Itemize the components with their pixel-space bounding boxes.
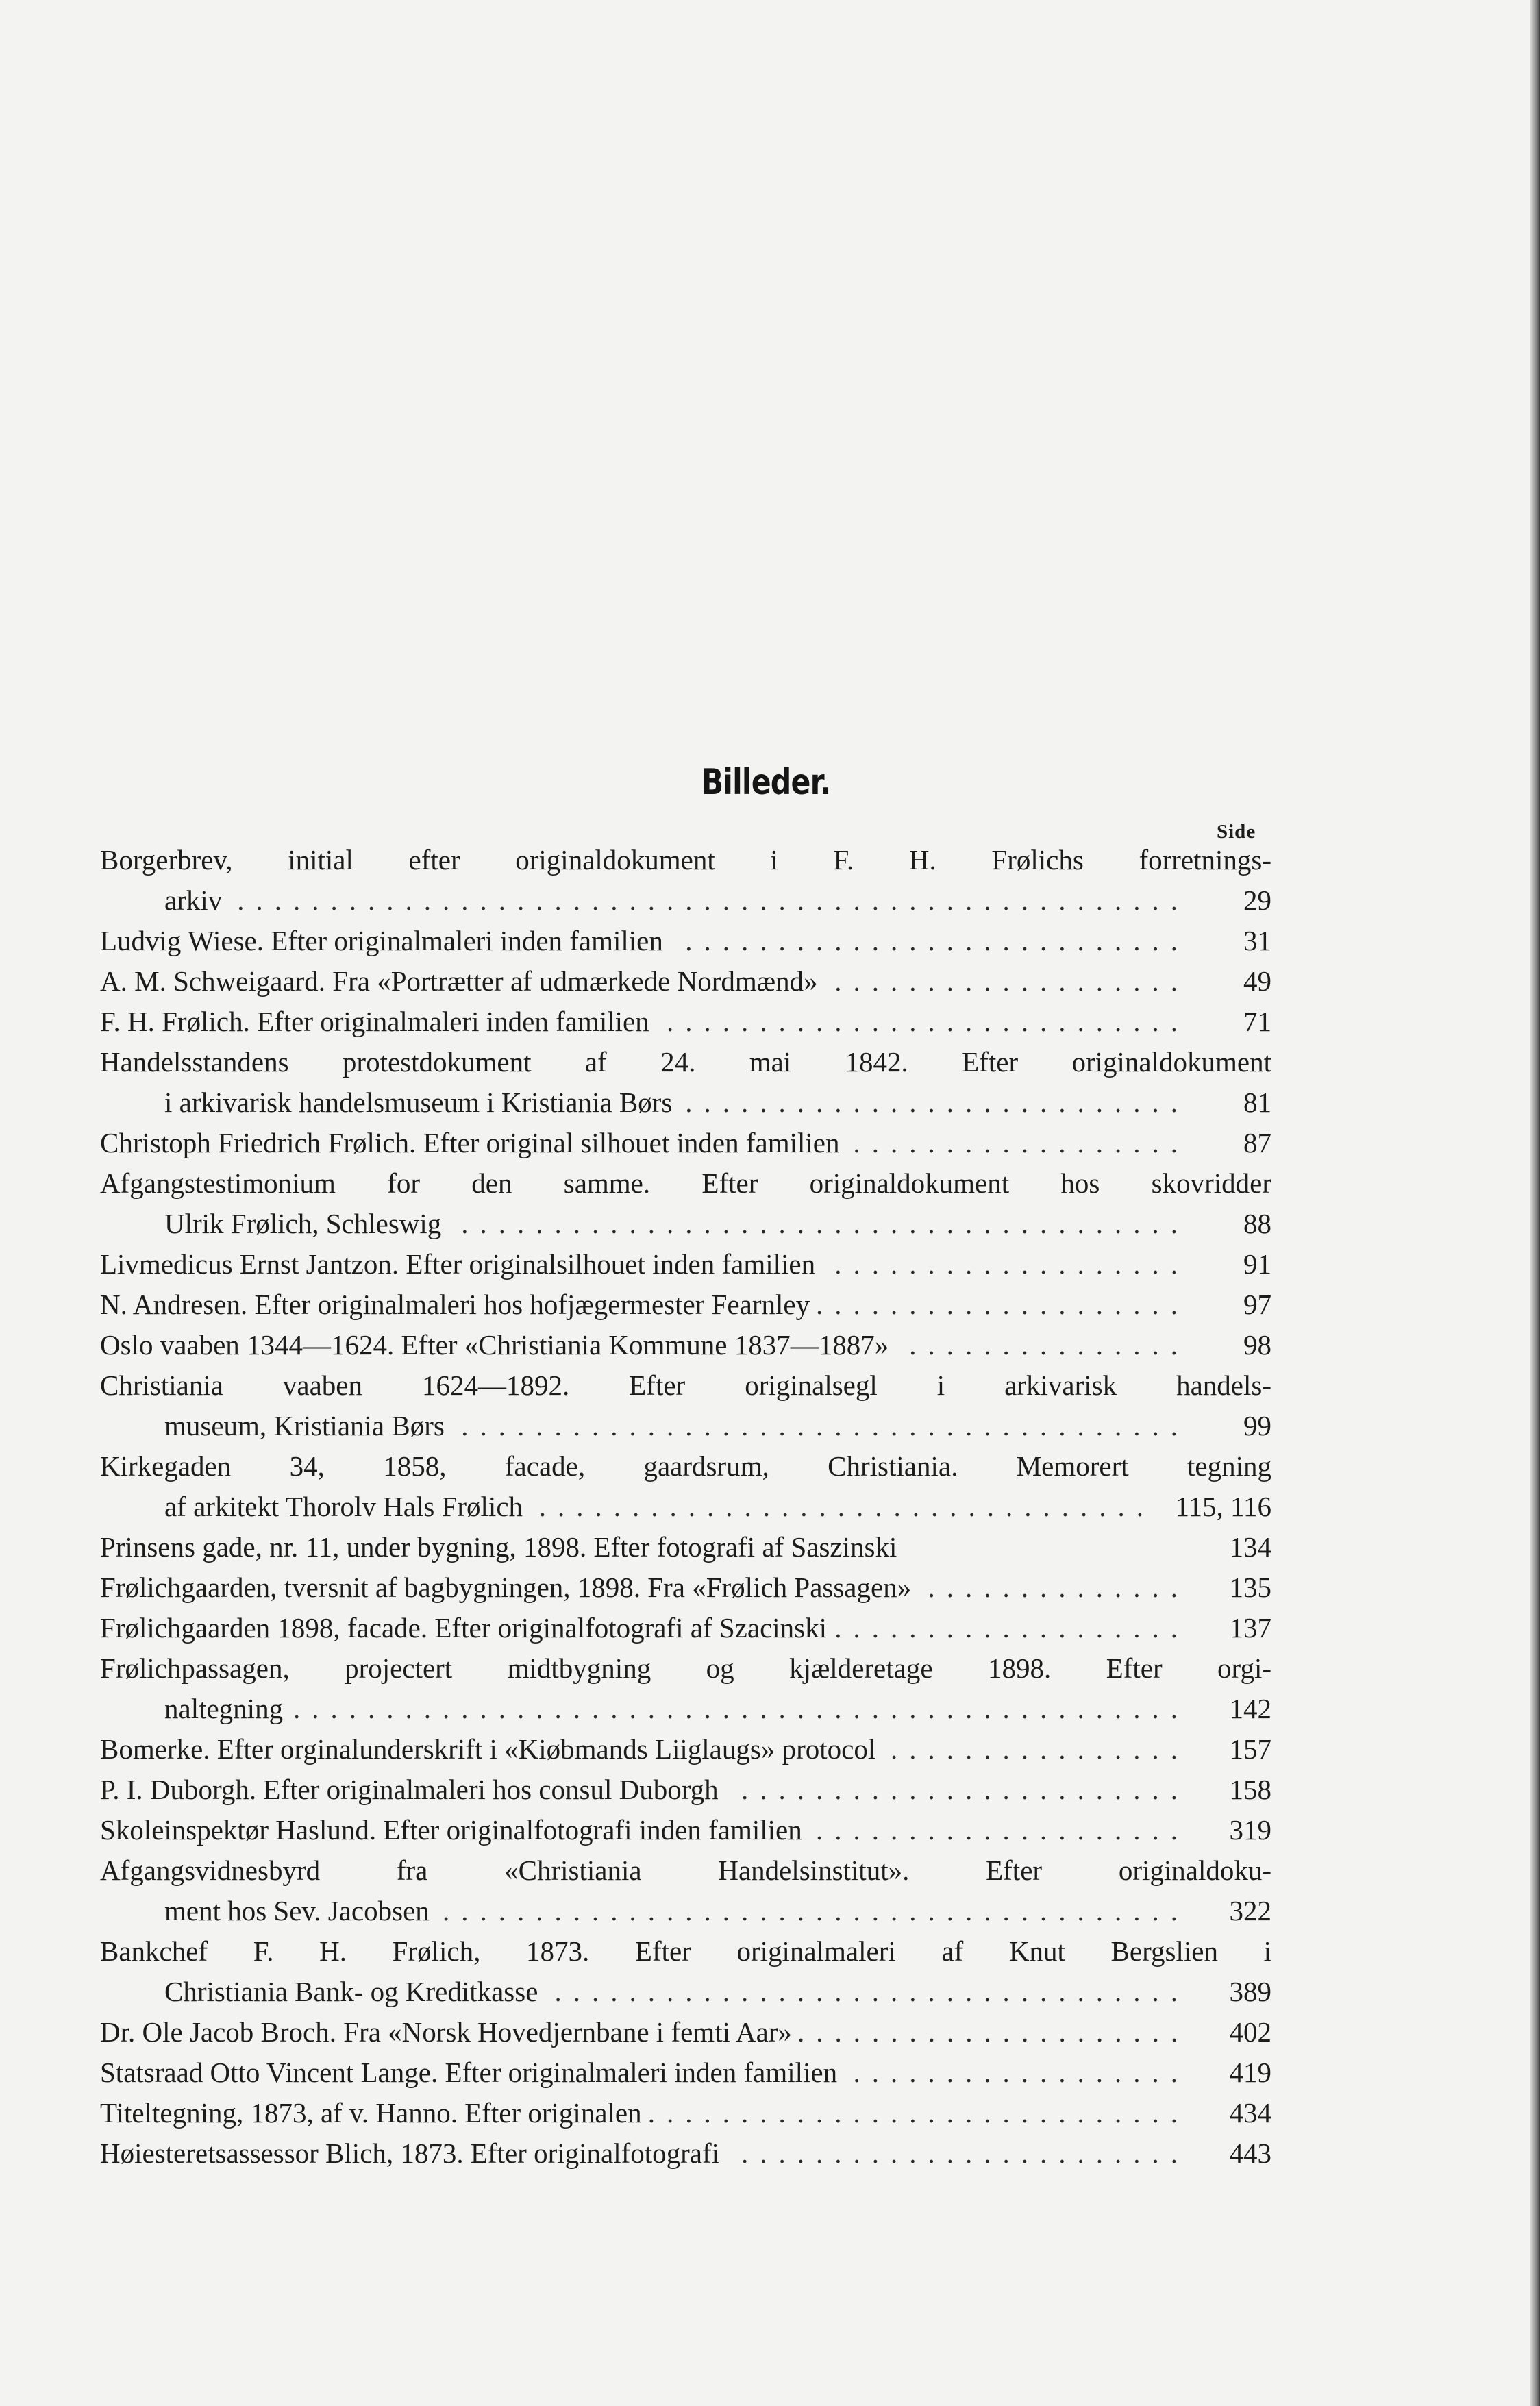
entry-text: Frølichpassagen, projectert midtbygning og kjælderetage 1898. Efter orgi- [100,1652,1271,1684]
list-item [100,1972,1271,2012]
entry-text: Afgangstestimonium for den samme. Efter originaldokument hos skovridder [100,1167,1271,1199]
list-item [100,1446,1271,1487]
entry-text: F. H. Frølich. Efter originalmaleri inden familien [100,1006,649,1037]
page-number: 49 [1243,965,1271,997]
entry-text: Kirkegaden 34, 1858, facade, gaardsrum, Christiania. Memorert tegning [100,1450,1271,1482]
leader-dots: ....................................... [461,1410,1189,1441]
leader-dots: ................... [834,965,1189,997]
entry-text: Dr. Ole Jacob Broch. Fra «Norsk Hovedjernbane i femti Aar» [100,2016,792,2048]
page-number: 99 [1243,1410,1271,1441]
entry-text: A. M. Schweigaard. Fra «Portrætter af udmærkede Nordmænd» [100,965,818,997]
page-number: 135 [1229,1572,1271,1603]
leader-dots: ....................................... [461,1208,1189,1239]
leader-dots: ................... [834,1248,1189,1280]
leader-dots: .................................. [554,1976,1189,2007]
list-item [100,1042,1271,1082]
page-number: 443 [1229,2137,1271,2169]
page-number: 389 [1229,1976,1271,2007]
leader-dots: .............. [928,1572,1189,1603]
leader-dots: ................................................ [293,1693,1189,1724]
page-number: 434 [1229,2097,1271,2129]
page-number: 319 [1229,1814,1271,1846]
entry-text: Skoleinspektør Haslund. Efter originalfotografi inden familien [100,1814,802,1846]
page-number: 419 [1229,2057,1271,2088]
list-item [100,1365,1271,1406]
list-item [100,1285,1271,1325]
page-title: Billeder. [701,762,831,803]
entry-text: Christiania Bank- og Kreditkasse [164,1976,538,2007]
entry-text: af arkitekt Thorolv Hals Frølich [164,1491,523,1522]
list-item [100,1527,1271,1567]
page-number: 97 [1243,1289,1271,1320]
list-item [100,1648,1271,1689]
entry-text: Borgerbrev, initial efter originaldokument i F. H. Frølichs forretnings- [100,844,1271,876]
list-item [100,1487,1271,1527]
list-item [100,1689,1271,1729]
entry-text: Statsraad Otto Vincent Lange. Efter originalmaleri inden familien [100,2057,838,2088]
list-item [100,1567,1271,1608]
list-item [100,2052,1271,2093]
leader-dots: ........................... [685,1087,1189,1118]
list-item [100,2133,1271,2174]
leader-dots: ................................. [538,1491,1155,1522]
list-item [100,1163,1271,1204]
list-item [100,1931,1271,1972]
page-number: 402 [1229,2016,1271,2048]
page-number: 98 [1243,1329,1271,1361]
entry-text: Christoph Friedrich Frølich. Efter original silhouet inden familien [100,1127,840,1158]
list-item [100,1082,1271,1123]
leader-dots: ................ [891,1733,1189,1765]
entry-text: N. Andresen. Efter originalmaleri hos hofjægermester Fearnley [100,1289,810,1320]
page-number: 115, 116 [1175,1491,1271,1522]
page-number: 88 [1243,1208,1271,1239]
entry-text: Frølichgaarden 1898, facade. Efter originalfotografi af Szacinski [100,1612,828,1644]
page-number: 322 [1229,1895,1271,1926]
entry-text: museum, Kristiania Børs [164,1410,445,1441]
list-item [100,840,1271,880]
illustration-list [100,840,1271,2174]
entry-text: Titeltegning, 1873, af v. Hanno. Efter originalen [100,2097,642,2129]
list-item [100,1608,1271,1648]
page-number: 158 [1229,1774,1271,1805]
entry-text: Ulrik Frølich, Schleswig [164,1208,442,1239]
leader-dots: ................... [834,1612,1189,1644]
entry-text: Prinsens gade, nr. 11, under bygning, 1898. Efter fotografi af Saszinski [100,1531,897,1563]
leader-dots: .................... [816,1289,1189,1320]
page-number: 91 [1243,1248,1271,1280]
page-number: 142 [1229,1693,1271,1724]
leader-dots: .................. [853,1127,1189,1158]
leader-dots: ................................................... [237,884,1189,916]
list-item [100,1729,1271,1770]
entry-text: Frølichgaarden, tversnit af bagbygningen, 1898. Fra «Frølich Passagen» [100,1572,912,1603]
list-item [100,921,1271,961]
list-item [100,961,1271,1002]
page-column-label: Side [1217,821,1256,843]
page-number: 71 [1243,1006,1271,1037]
list-item [100,1325,1271,1365]
page-number: 29 [1243,884,1271,916]
leader-dots: ..................... [797,2016,1189,2048]
leader-dots: .................. [853,2057,1189,2088]
list-item [100,2093,1271,2133]
leader-dots: ........................ [741,2137,1189,2169]
list-item [100,2012,1271,2052]
scan-edge [1530,0,1540,2406]
entry-text: P. I. Duborgh. Efter originalmaleri hos consul Duborgh [100,1774,719,1805]
list-item [100,1891,1271,1931]
entry-text: ment hos Sev. Jacobsen [164,1895,430,1926]
entry-text: Christiania vaaben 1624—1892. Efter originalsegl i arkivarisk handels- [100,1369,1271,1401]
list-item [100,1810,1271,1850]
entry-text: Ludvig Wiese. Efter originalmaleri inden familien [100,925,663,956]
leader-dots: ............................. [647,2097,1189,2129]
list-item [100,1406,1271,1446]
list-item [100,1244,1271,1285]
list-item [100,1123,1271,1163]
list-item [100,1204,1271,1244]
entry-text: naltegning [164,1693,284,1724]
leader-dots: ........................ [741,1774,1189,1805]
page-number: 134 [1229,1531,1271,1563]
list-item [100,1002,1271,1042]
list-item [100,1850,1271,1891]
leader-dots: ............................ [667,1006,1189,1037]
page-number: 81 [1243,1087,1271,1118]
page-number: 87 [1243,1127,1271,1158]
entry-text: Afgangsvidnesbyrd fra «Christiania Handelsinstitut». Efter originaldoku- [100,1855,1271,1886]
leader-dots: ........................... [685,925,1189,956]
list-item [100,880,1271,921]
leader-dots: ............... [909,1329,1189,1361]
entry-text: Handelsstandens protestdokument af 24. mai 1842. Efter originaldokument [100,1046,1271,1078]
entry-text: Bankchef F. H. Frølich, 1873. Efter originalmaleri af Knut Bergslien i [100,1935,1271,1967]
page-number: 31 [1243,925,1271,956]
entry-text: Høiesteretsassessor Blich, 1873. Efter originalfotografi [100,2137,720,2169]
leader-dots: .................... [816,1814,1189,1846]
page-number: 157 [1229,1733,1271,1765]
entry-text: arkiv [164,884,223,916]
entry-text: Oslo vaaben 1344—1624. Efter «Christiania Kommune 1837—1887» [100,1329,889,1361]
list-item [100,1770,1271,1810]
page-number: 137 [1229,1612,1271,1644]
leader-dots: ........................................ [443,1895,1189,1926]
entry-text: i arkivarisk handelsmuseum i Kristiania Børs [164,1087,673,1118]
entry-text: Bomerke. Efter orginalunderskrift i «Kiøbmands Liiglaugs» protocol [100,1733,876,1765]
entry-text: Livmedicus Ernst Jantzon. Efter originalsilhouet inden familien [100,1248,816,1280]
